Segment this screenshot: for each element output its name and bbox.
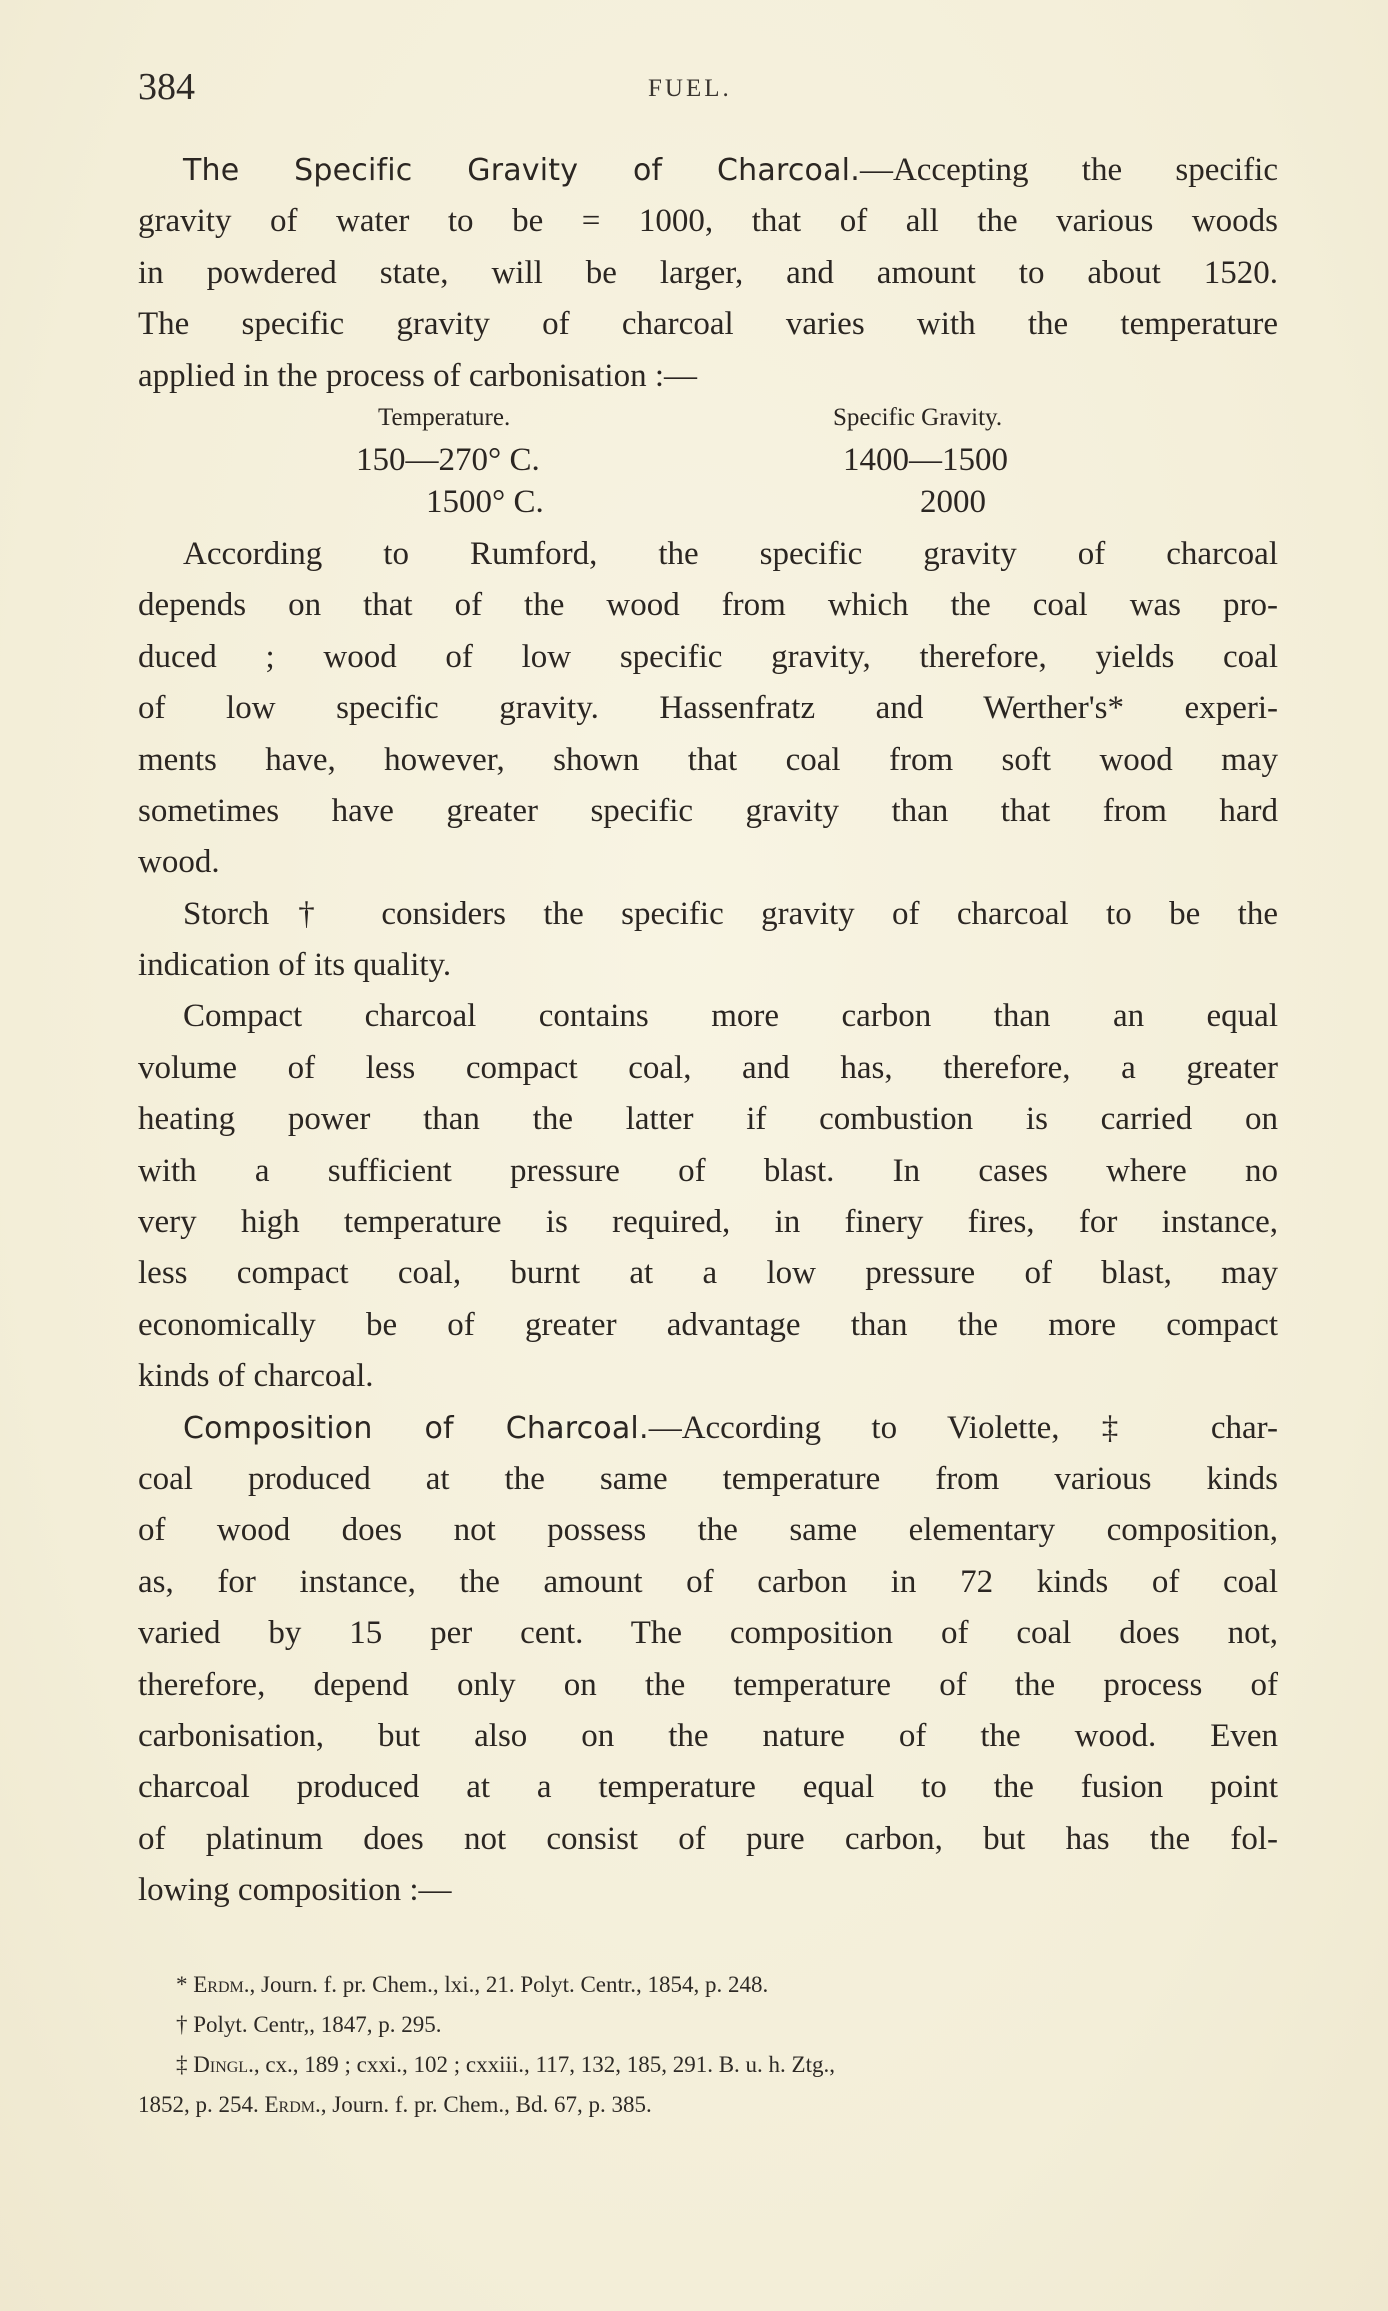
text-line: with a sufficient pressure of blast. In cases where no	[138, 1152, 1278, 1189]
table-header-row	[138, 404, 1278, 442]
text-line: economically be of greater advantage than the more compact	[138, 1306, 1278, 1343]
table-cell-temperature: 150—270° C.	[356, 441, 540, 478]
text-line: varied by 15 per cent. The composition of coal does not,	[138, 1615, 1278, 1652]
section-heading-composition: Composition of Charcoal.	[183, 1410, 649, 1446]
text-line: kinds of charcoal.	[138, 1358, 374, 1395]
text-line: of wood does not possess the same elementary composition,	[138, 1512, 1278, 1549]
footnote-author: Erdm.	[264, 2092, 321, 2117]
footnote-author: Erdm.	[193, 1972, 250, 1997]
paragraph-storch	[138, 889, 1278, 992]
table-cell-temperature: 1500° C.	[426, 483, 544, 520]
paragraph-rumford	[138, 529, 1278, 889]
text-line: depends on that of the wood from which the coal was pro-	[138, 587, 1278, 624]
text-line: in powdered state, will be larger, and amount to about 1520.	[138, 254, 1278, 291]
table-cell-gravity: 2000	[920, 483, 986, 520]
section-composition-line: Composition of Charcoal.—According to Violette,‡ char-	[183, 1409, 1278, 1446]
section-specific-gravity-line: The Specific Gravity of Charcoal.—Accepting the specific	[183, 152, 1278, 188]
running-head: FUEL.	[648, 75, 732, 102]
text-line: ments have, however, shown that coal from soft wood may	[138, 741, 1278, 778]
text-line: very high temperature is required, in finery fires, for instance,	[138, 1204, 1278, 1241]
footnote-asterisk: * Erdm., Journ. f. pr. Chem., lxi., 21. Polyt. Centr., 1854, p. 248.	[176, 1972, 769, 1997]
text-line: carbonisation, but also on the nature of the wood. Even	[138, 1717, 1278, 1754]
text-line: heating power than the latter if combustion is carried on	[138, 1101, 1278, 1138]
text-line: lowing composition :—	[138, 1872, 452, 1909]
text-line: According to Rumford, the specific gravity of charcoal	[183, 535, 1278, 572]
text-line: therefore, depend only on the temperature of the process of	[138, 1666, 1278, 1703]
footnote-dagger: † Polyt. Centr,, 1847, p. 295.	[176, 2012, 442, 2037]
text-line: as, for instance, the amount of carbon in 72 kinds of coal	[138, 1563, 1278, 1600]
table-header-specific-gravity: Specific Gravity.	[833, 403, 1003, 431]
footnote-mark: ‡	[176, 2052, 188, 2077]
footnote-author: Dingl.	[193, 2052, 254, 2077]
text-line: Compact charcoal contains more carbon than an equal	[183, 998, 1278, 1035]
table-cell-gravity: 1400—1500	[843, 441, 1008, 478]
text-line: duced ; wood of low specific gravity, therefore, yields coal	[138, 638, 1278, 675]
text-line: of low specific gravity. Hassenfratz and Werther's* experi-	[138, 690, 1278, 727]
section-heading-specific-gravity: The Specific Gravity of Charcoal.	[183, 153, 860, 188]
section-composition	[138, 1403, 1278, 1917]
text-line: The specific gravity of charcoal varies with the temperature	[138, 306, 1278, 343]
table-header-temperature: Temperature.	[378, 403, 511, 431]
footnote-mark: †	[176, 2012, 188, 2037]
page-number: 384	[138, 66, 195, 108]
text-line: wood.	[138, 844, 220, 881]
text-line: indication of its quality.	[138, 947, 452, 984]
table-row	[138, 442, 1278, 484]
text-line: sometimes have greater specific gravity than that from hard	[138, 792, 1278, 829]
text-line: less compact coal, burnt at a low pressure of blast, may	[138, 1255, 1278, 1292]
footnote-continuation: 1852, p. 254. Erdm., Journ. f. pr. Chem., Bd. 67, p. 385.	[138, 2092, 652, 2117]
gravity-table	[138, 404, 1278, 529]
table-row	[138, 484, 1278, 526]
text-line: charcoal produced at a temperature equal to the fusion point	[138, 1769, 1278, 1806]
text-line: gravity of water to be = 1000, that of all the various woods	[138, 203, 1278, 240]
paragraph-compact	[138, 991, 1278, 1402]
text-line: volume of less compact coal, and has, therefore, a greater	[138, 1049, 1278, 1086]
text-line: coal produced at the same temperature from various kinds	[138, 1460, 1278, 1497]
text-line: Storch† considers the specific gravity of charcoal to be the	[183, 895, 1278, 932]
body-text	[138, 145, 1278, 1917]
text-line: of platinum does not consist of pure carbon, but has the fol-	[138, 1820, 1278, 1857]
footnote-double-dagger: ‡ Dingl., cx., 189 ; cxxi., 102 ; cxxiii., 117, 132, 185, 291. B. u. h. Ztg.,	[176, 2052, 835, 2077]
page-header	[138, 65, 1273, 125]
footnotes	[138, 1965, 1278, 2125]
footnote-mark: *	[176, 1972, 188, 1997]
text-line: applied in the process of carbonisation :—	[138, 357, 698, 394]
